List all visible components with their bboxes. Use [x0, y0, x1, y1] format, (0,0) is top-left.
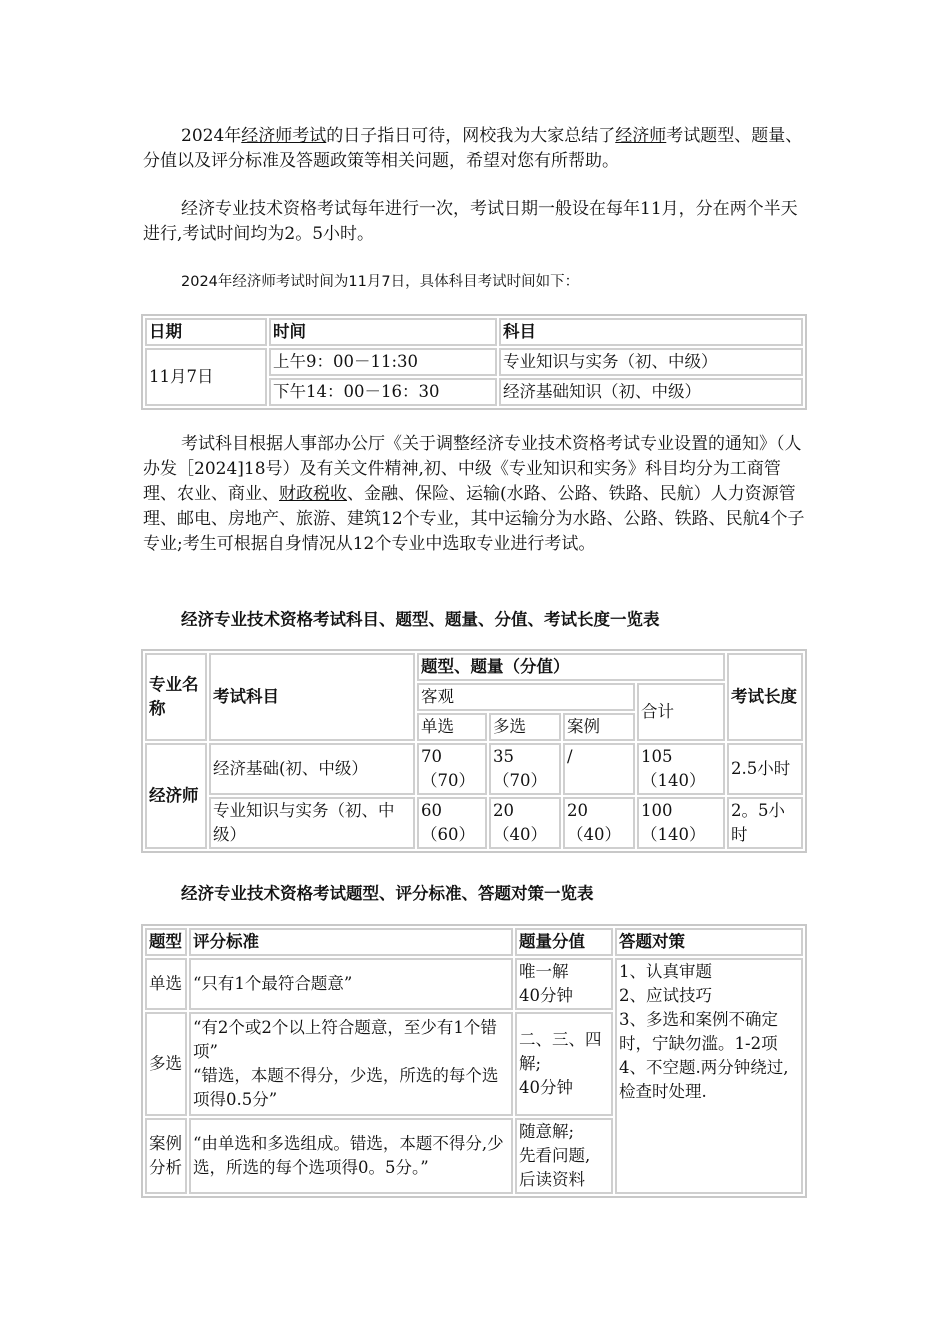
header-date: 日期 [145, 318, 267, 346]
subject-cell: 专业知识与实务（初、中级） [209, 797, 415, 849]
cell-line: 3、多选和案例不确定时，宁缺勿滥。1-2项 [619, 1010, 778, 1053]
multi-cell: 20（40） [489, 797, 561, 849]
date-cell: 11月7日 [145, 348, 267, 406]
intro-paragraph-1 [143, 124, 808, 174]
table-header-row [145, 653, 803, 681]
header-major: 专业名称 [145, 653, 207, 741]
header-type: 题型 [145, 928, 187, 956]
economist-link[interactable]: 经济师 [615, 126, 667, 146]
intro-text: 2024年 [181, 126, 242, 146]
table-row [145, 743, 803, 795]
header-time: 时间 [269, 318, 497, 346]
cell-line: “有2个或2个以上符合题意，至少有1个错项” [193, 1018, 497, 1061]
amount-cell [515, 1118, 613, 1194]
header-objective: 客观 [417, 683, 635, 711]
header-multi: 多选 [489, 713, 561, 741]
criteria-cell [189, 1012, 513, 1116]
cell-line: 40分钟 [519, 986, 573, 1005]
cell-line: 先看问题, [519, 1146, 591, 1165]
header-subject: 考试科目 [209, 653, 415, 741]
length-cell: 2。5小时 [727, 797, 803, 849]
header-single: 单选 [417, 713, 487, 741]
cell-line: 后读资料 [519, 1170, 585, 1189]
amount-cell [515, 1012, 613, 1116]
cell-line: 4、不空题.两分钟绕过,检查时处理. [619, 1058, 789, 1101]
header-subject: 科目 [499, 318, 803, 346]
cell-line: 2、应试技巧 [619, 986, 712, 1005]
amount-cell [515, 958, 613, 1010]
header-criteria: 评分标准 [189, 928, 513, 956]
subject-cell: 专业知识与实务（初、中级） [499, 348, 803, 376]
total-cell: 105（140） [637, 743, 725, 795]
cell-line: “错选，本题不得分，少选，所选的每个选项得0.5分” [193, 1066, 499, 1109]
cell-line: 唯一解 [519, 962, 569, 981]
cell-line: 40分钟 [519, 1078, 573, 1097]
multi-cell: 35（70） [489, 743, 561, 795]
subject-cell: 经济基础(初、中级） [209, 743, 415, 795]
exam-structure-table [141, 649, 807, 853]
header-strategy: 答题对策 [615, 928, 803, 956]
total-cell: 100（140） [637, 797, 725, 849]
length-cell: 2.5小时 [727, 743, 803, 795]
case-cell: 20（40） [563, 797, 635, 849]
table-row [145, 958, 803, 1010]
subject-cell: 经济基础知识（初、中级） [499, 378, 803, 406]
header-case: 案例 [563, 713, 635, 741]
schedule-table [141, 314, 807, 410]
intro-paragraph-2: 经济专业技术资格考试每年进行一次，考试日期一般设在每年11月，分在两个半天进行,考试时间均为2。5小时。 [143, 199, 798, 244]
major-cell: 经济师 [145, 743, 207, 849]
cell-line: 随意解; [519, 1122, 575, 1141]
table-row [145, 348, 803, 376]
table-header-row [145, 318, 803, 346]
cell-line: 二、三、四解; [519, 1030, 602, 1073]
time-cell: 上午9：00－11:30 [269, 348, 497, 376]
intro-text: 考试题型、题量、分值以及评分标准及答题政策等相关问题，希望对您有所帮助。 [143, 126, 803, 171]
table-header-row [145, 928, 803, 956]
intro-text: 的日子指日可待，网校我为大家总结了 [326, 126, 616, 146]
table3-title: 经济专业技术资格考试题型、评分标准、答题对策一览表 [181, 884, 594, 903]
header-length: 考试长度 [727, 653, 803, 741]
type-cell: 多选 [145, 1012, 187, 1116]
type-cell: 案例分析 [145, 1118, 187, 1194]
single-cell: 70（70） [417, 743, 487, 795]
criteria-cell: “只有1个最符合题意” [189, 958, 513, 1010]
subjects-text: 、金融、保险、运输(水路、公路、铁路、民航）人力资源管理、邮电、房地产、旅游、建筑12个专业，其中运输分为水路、公路、铁路、民航4个子专业;考生可根据自身情况从12个专业中选取专业进行考试。 [143, 484, 805, 554]
strategy-cell [615, 958, 803, 1194]
intro-paragraph-3: 2024年经济师考试时间为11月7日，具体科目考试时间如下： [181, 274, 580, 290]
subjects-text: 考试科目根据人事部办公厅《关于调整经济专业技术资格考试专业设置的通知》（人办发［2024]18号）及有关文件精神,初、中级《专业知识和实务》科目均分为工商管理、农业、商业、 [143, 434, 802, 504]
table2-title: 经济专业技术资格考试科目、题型、题量、分值、考试长度一览表 [181, 610, 660, 629]
scoring-strategy-table [141, 924, 807, 1198]
tax-link[interactable]: 财政税收 [279, 484, 347, 504]
cell-line: 1、认真审题 [619, 962, 712, 981]
table-row [145, 797, 803, 849]
exam-link[interactable]: 经济师考试 [241, 126, 327, 146]
subjects-paragraph [143, 432, 808, 557]
header-amount: 题量分值 [515, 928, 613, 956]
criteria-cell: “由单选和多选组成。错选，本题不得分,少选，所选的每个选项得0。5分。” [189, 1118, 513, 1194]
type-cell: 单选 [145, 958, 187, 1010]
header-total: 合计 [637, 683, 725, 741]
case-cell: / [563, 743, 635, 795]
time-cell: 下午14：00－16：30 [269, 378, 497, 406]
header-question-type: 题型、题量（分值） [417, 653, 725, 681]
single-cell: 60（60） [417, 797, 487, 849]
